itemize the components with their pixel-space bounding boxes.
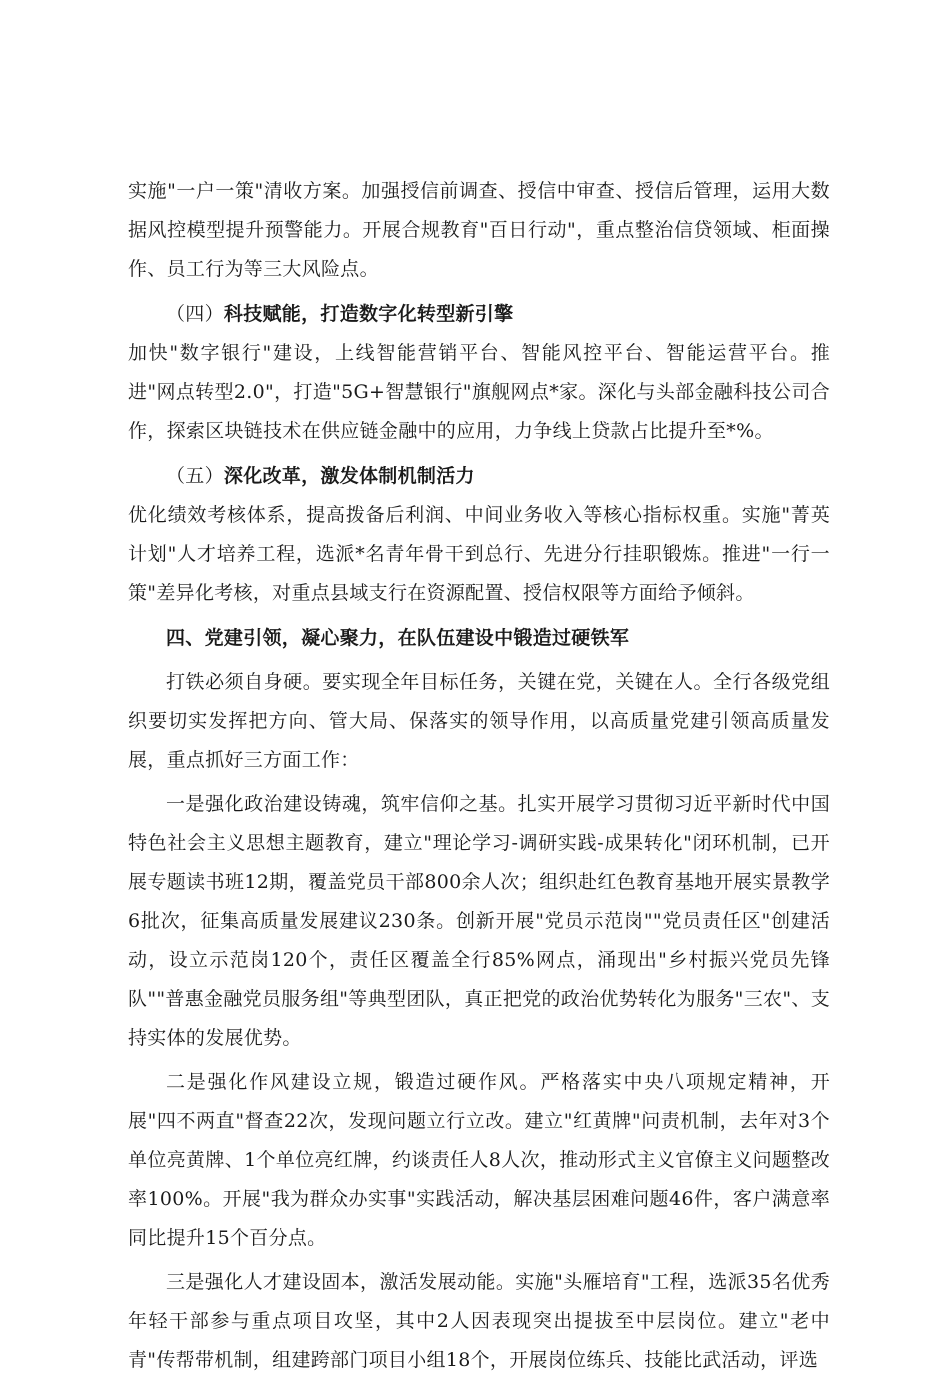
document-body (128, 172, 830, 1380)
section-4-heading (128, 295, 830, 334)
section-5-body: 优化绩效考核体系，提高拨备后利润、中间业务收入等核心指标权重。实施"菁英计划"人才培养工程，选派*名青年骨干到总行、先进分行挂职锻炼。推进"一行一策"差异化考核，对重点县域支行在资源配置、授信权限等方面给予倾斜。 (128, 504, 830, 604)
section-5-number: （五） (166, 465, 224, 487)
section-5-title: 深化改革，激发体制机制活力 (223, 465, 475, 487)
section-4-title: 科技赋能，打造数字化转型新引擎 (223, 303, 514, 325)
chapter-4-heading: 四、党建引领，凝心聚力，在队伍建设中锻造过硬铁军 (166, 627, 630, 649)
section-5-heading (128, 457, 830, 496)
chapter-4-item-3: 三是强化人才建设固本，激活发展动能。实施"头雁培育"工程，选派35名优秀年轻干部参与重点项目攻坚，其中2人因表现突出提拔至中层岗位。建立"老中青"传帮带机制，组建跨部门项目小组18个，开展岗位练兵、技能比武活动，评选 (128, 1271, 830, 1371)
paragraph-intro: 实施"一户一策"清收方案。加强授信前调查、授信中审查、授信后管理，运用大数据风控模型提升预警能力。开展合规教育"百日行动"，重点整治信贷领域、柜面操作、员工行为等三大风险点。 (128, 180, 830, 280)
chapter-4-item-2: 二是强化作风建设立规，锻造过硬作风。严格落实中央八项规定精神，开展"四不两直"督查22次，发现问题立行立改。建立"红黄牌"问责机制，去年对3个单位亮黄牌、1个单位亮红牌，约谈责任人8人次，推动形式主义官僚主义问题整改率100%。开展"我为群众办实事"实践活动，解决基层困难问题46件，客户满意率同比提升15个百分点。 (128, 1071, 830, 1249)
section-4-number: （四） (166, 303, 224, 325)
section-4-body: 加快"数字银行"建设，上线智能营销平台、智能风控平台、智能运营平台。推进"网点转型2.0"，打造"5G+智慧银行"旗舰网点*家。深化与头部金融科技公司合作，探索区块链技术在供应链金融中的应用，力争线上贷款占比提升至*%。 (128, 342, 830, 442)
chapter-4-intro: 打铁必须自身硬。要实现全年目标任务，关键在党，关键在人。全行各级党组织要切实发挥把方向、管大局、保落实的领导作用，以高质量党建引领高质量发展，重点抓好三方面工作： (128, 671, 830, 771)
chapter-4-item-1: 一是强化政治建设铸魂，筑牢信仰之基。扎实开展学习贯彻习近平新时代中国特色社会主义思想主题教育，建立"理论学习-调研实践-成果转化"闭环机制，已开展专题读书班12期，覆盖党员干部800余人次；组织赴红色教育基地开展实景教学6批次，征集高质量发展建议230条。创新开展"党员示范岗""党员责任区"创建活动，设立示范岗120个，责任区覆盖全行85%网点，涌现出"乡村振兴党员先锋队""普惠金融党员服务组"等典型团队，真正把党的政治优势转化为服务"三农"、支持实体的发展优势。 (128, 793, 830, 1049)
